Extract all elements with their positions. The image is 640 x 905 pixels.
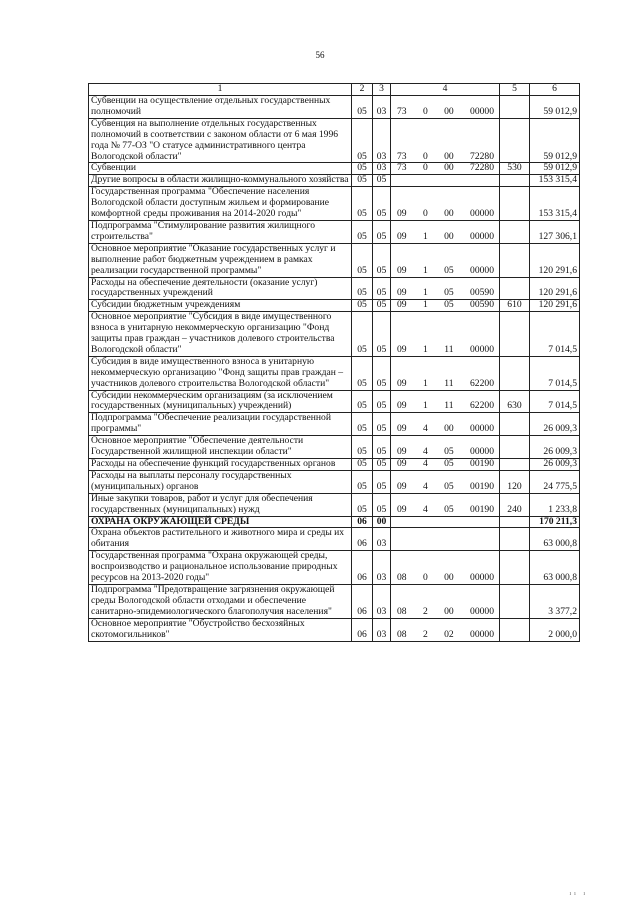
target-code-activity: 00 — [444, 208, 454, 220]
target-code-program: 09 — [397, 208, 407, 220]
target-code-subprogram: 4 — [422, 480, 428, 492]
target-code-activity: 05 — [444, 299, 454, 311]
row-section: 05 — [352, 356, 373, 390]
row-amount: 7 014,5 — [530, 312, 580, 357]
row-subsection: 05 — [373, 243, 391, 277]
row-target-code — [391, 528, 500, 551]
target-code-activity: 00 — [444, 230, 454, 242]
table-row — [89, 356, 580, 390]
row-subsection: 03 — [373, 528, 391, 551]
row-name: Расходы на выплаты персоналу государственных (муниципальных) органов — [89, 470, 352, 493]
row-amount: 63 000,8 — [530, 551, 580, 585]
row-name: Субсидии бюджетным учреждениям — [89, 300, 352, 312]
target-code-subprogram: 2 — [422, 605, 428, 617]
target-code-program: 09 — [397, 264, 407, 276]
target-code-direction: 00000 — [470, 572, 494, 584]
row-name: Подпрограмма "Обеспечение реализации государственной программы" — [89, 413, 352, 436]
row-amount: 59 012,9 — [530, 163, 580, 175]
row-amount: 7 014,5 — [530, 390, 580, 413]
target-code-direction: 00190 — [470, 480, 494, 492]
row-subsection: 05 — [373, 390, 391, 413]
table-row — [89, 618, 580, 641]
row-amount: 63 000,8 — [530, 528, 580, 551]
row-target-code — [391, 459, 500, 471]
table-row — [89, 187, 580, 221]
row-section: 05 — [352, 300, 373, 312]
row-section: 05 — [352, 436, 373, 459]
row-name: Подпрограмма "Предотвращение загрязнения окружающей среды Вологодской области отходами и обеспечение санитарно-эпидемиологического благополучия населения" — [89, 584, 352, 618]
row-section: 05 — [352, 470, 373, 493]
row-amount: 59 012,9 — [530, 118, 580, 163]
row-section: 06 — [352, 618, 373, 641]
target-code-subprogram: 4 — [422, 446, 428, 458]
row-amount: 1 233,8 — [530, 493, 580, 516]
page-number: 56 — [315, 50, 325, 60]
row-section: 05 — [352, 413, 373, 436]
row-subsection: 05 — [373, 220, 391, 243]
row-target-code — [391, 493, 500, 516]
target-code-direction: 00000 — [470, 446, 494, 458]
row-amount: 153 315,4 — [530, 187, 580, 221]
table-row — [89, 470, 580, 493]
target-code-subprogram: 1 — [422, 299, 428, 311]
target-code-direction: 72280 — [470, 150, 494, 162]
target-code-program: 09 — [397, 299, 407, 311]
row-expense-type: 120 — [500, 470, 530, 493]
row-section: 06 — [352, 516, 373, 528]
row-target-code — [391, 618, 500, 641]
row-name: Субвенция на выполнение отдельных государственных полномочий в соответствии с законом области от 6 мая 1996 года № 77-ОЗ "О статусе административного центра Вологодской области" — [89, 118, 352, 163]
row-name: Охрана объектов растительного и животного мира и среды их обитания — [89, 528, 352, 551]
target-code-subprogram: 1 — [422, 287, 428, 299]
row-target-code — [391, 516, 500, 528]
row-subsection: 05 — [373, 493, 391, 516]
table-row — [89, 312, 580, 357]
row-name: ОХРАНА ОКРУЖАЮЩЕЙ СРЕДЫ — [89, 516, 352, 528]
row-target-code — [391, 413, 500, 436]
row-name: Иные закупки товаров, работ и услуг для обеспечения государственных (муниципальных) нужд — [89, 493, 352, 516]
row-target-code — [391, 175, 500, 187]
row-subsection: 03 — [373, 618, 391, 641]
row-target-code — [391, 436, 500, 459]
table-row — [89, 118, 580, 163]
target-code-program: 09 — [397, 343, 407, 355]
target-code-subprogram: 0 — [422, 105, 428, 117]
table-row — [89, 96, 580, 119]
row-expense-type — [500, 436, 530, 459]
row-target-code — [391, 312, 500, 357]
table-row — [89, 584, 580, 618]
table-row — [89, 175, 580, 187]
target-code-program: 09 — [397, 503, 407, 515]
target-code-direction: 00590 — [470, 287, 494, 299]
target-code-activity: 05 — [444, 480, 454, 492]
row-expense-type — [500, 516, 530, 528]
target-code-subprogram: 0 — [422, 150, 428, 162]
row-expense-type — [500, 243, 530, 277]
row-section: 06 — [352, 584, 373, 618]
row-expense-type: 530 — [500, 163, 530, 175]
row-subsection: 03 — [373, 118, 391, 163]
target-code-activity: 11 — [444, 343, 454, 355]
corner-mark: ıı ı — [569, 891, 588, 897]
target-code-activity: 05 — [444, 264, 454, 276]
row-name: Основное мероприятие "Обеспечение деятельности Государственной жилищной инспекции области" — [89, 436, 352, 459]
row-target-code — [391, 390, 500, 413]
row-section: 05 — [352, 96, 373, 119]
target-code-direction: 00000 — [470, 628, 494, 640]
row-amount: 26 009,3 — [530, 413, 580, 436]
row-amount: 26 009,3 — [530, 436, 580, 459]
target-code-program: 09 — [397, 446, 407, 458]
row-expense-type — [500, 459, 530, 471]
row-section: 05 — [352, 163, 373, 175]
target-code-activity: 00 — [444, 162, 454, 174]
row-name: Субсидии некоммерческим организациям (за исключением государственных (муниципальных) учреждений) — [89, 390, 352, 413]
row-section: 05 — [352, 277, 373, 300]
target-code-activity: 11 — [444, 377, 454, 389]
row-expense-type — [500, 551, 530, 585]
target-code-program: 73 — [397, 150, 407, 162]
row-expense-type — [500, 312, 530, 357]
row-amount: 170 211,3 — [530, 516, 580, 528]
target-code-subprogram: 0 — [422, 572, 428, 584]
target-code-subprogram: 2 — [422, 628, 428, 640]
table-row — [89, 459, 580, 471]
row-target-code — [391, 551, 500, 585]
table-row — [89, 300, 580, 312]
row-amount: 120 291,6 — [530, 300, 580, 312]
row-amount: 24 775,5 — [530, 470, 580, 493]
row-name: Расходы на обеспечение функций государственных органов — [89, 459, 352, 471]
target-code-program: 09 — [397, 400, 407, 412]
row-expense-type: 240 — [500, 493, 530, 516]
row-name: Государственная программа "Охрана окружающей среды, воспроизводство и рациональное использование природных ресурсов на 2013-2020 годы" — [89, 551, 352, 585]
row-expense-type — [500, 618, 530, 641]
row-amount: 26 009,3 — [530, 459, 580, 471]
target-code-activity: 11 — [444, 400, 454, 412]
row-section: 05 — [352, 390, 373, 413]
target-code-direction: 00000 — [470, 208, 494, 220]
target-code-direction: 62200 — [470, 400, 494, 412]
target-code-subprogram: 1 — [422, 230, 428, 242]
row-subsection: 05 — [373, 312, 391, 357]
row-target-code — [391, 300, 500, 312]
row-amount: 120 291,6 — [530, 243, 580, 277]
row-name: Расходы на обеспечение деятельности (оказание услуг) государственных учреждений — [89, 277, 352, 300]
table-row — [89, 493, 580, 516]
row-section: 05 — [352, 312, 373, 357]
row-name: Государственная программа "Обеспечение населения Вологодской области доступным жильем и формирование комфортной среды проживания на 2014-2020 годы" — [89, 187, 352, 221]
target-code-subprogram: 1 — [423, 377, 428, 389]
row-target-code — [391, 163, 500, 175]
row-subsection: 00 — [373, 516, 391, 528]
target-code-direction: 00000 — [470, 105, 494, 117]
row-subsection: 03 — [373, 551, 391, 585]
row-subsection: 05 — [373, 356, 391, 390]
row-name: Субсидия в виде имущественного взноса в унитарную некоммерческую организацию "Фонд защиты прав граждан – участников долевого строительства Вологодской области" — [89, 356, 352, 390]
table-header-row — [89, 84, 580, 96]
row-target-code — [391, 243, 500, 277]
target-code-subprogram: 1 — [422, 264, 428, 276]
target-code-activity: 00 — [444, 150, 454, 162]
row-section: 05 — [352, 187, 373, 221]
row-target-code — [391, 118, 500, 163]
row-subsection: 03 — [373, 96, 391, 119]
row-expense-type — [500, 528, 530, 551]
budget-table — [88, 83, 580, 642]
target-code-activity: 05 — [444, 458, 454, 469]
row-expense-type — [500, 175, 530, 187]
target-code-program: 08 — [397, 628, 407, 640]
table-row — [89, 163, 580, 175]
target-code-activity: 05 — [444, 503, 454, 515]
row-subsection: 05 — [373, 459, 391, 471]
row-section: 05 — [352, 493, 373, 516]
row-name: Субвенции — [89, 163, 352, 175]
target-code-program: 09 — [397, 458, 407, 469]
row-amount: 2 000,0 — [530, 618, 580, 641]
row-subsection: 05 — [373, 436, 391, 459]
row-expense-type — [500, 96, 530, 119]
row-expense-type — [500, 356, 530, 390]
target-code-activity: 05 — [444, 446, 454, 458]
target-code-subprogram: 1 — [423, 343, 428, 355]
target-code-activity: 00 — [444, 572, 454, 584]
target-code-direction: 00000 — [470, 230, 494, 242]
row-subsection: 03 — [373, 163, 391, 175]
row-subsection: 05 — [373, 300, 391, 312]
header-col-5: 5 — [500, 84, 530, 96]
row-name: Другие вопросы в области жилищно-коммунального хозяйства — [89, 175, 352, 187]
target-code-activity: 00 — [444, 605, 454, 617]
target-code-program: 09 — [397, 230, 407, 242]
target-code-activity: 00 — [444, 423, 454, 435]
target-code-activity: 05 — [444, 287, 454, 299]
row-subsection: 05 — [373, 175, 391, 187]
target-code-direction: 00000 — [470, 264, 494, 276]
target-code-activity: 00 — [444, 105, 454, 117]
table-row — [89, 243, 580, 277]
target-code-direction: 00000 — [470, 343, 494, 355]
row-amount: 59 012,9 — [530, 96, 580, 119]
target-code-direction: 00000 — [470, 423, 494, 435]
target-code-direction: 72280 — [470, 162, 494, 174]
row-section: 06 — [352, 528, 373, 551]
row-section: 05 — [352, 220, 373, 243]
target-code-program: 73 — [397, 105, 407, 117]
row-expense-type — [500, 277, 530, 300]
row-subsection: 03 — [373, 584, 391, 618]
row-subsection: 05 — [373, 413, 391, 436]
target-code-direction: 00190 — [470, 458, 494, 469]
target-code-program: 09 — [397, 480, 407, 492]
target-code-subprogram: 1 — [423, 400, 428, 412]
row-target-code — [391, 277, 500, 300]
row-section: 05 — [352, 243, 373, 277]
target-code-program: 08 — [397, 605, 407, 617]
row-expense-type: 630 — [500, 390, 530, 413]
row-expense-type — [500, 413, 530, 436]
row-target-code — [391, 96, 500, 119]
target-code-program: 09 — [397, 287, 407, 299]
header-col-6: 6 — [530, 84, 580, 96]
row-target-code — [391, 470, 500, 493]
target-code-subprogram: 4 — [422, 423, 428, 435]
row-target-code — [391, 187, 500, 221]
row-amount: 3 377,2 — [530, 584, 580, 618]
table-row — [89, 516, 580, 528]
table-row — [89, 551, 580, 585]
target-code-subprogram: 0 — [422, 162, 428, 174]
row-amount: 127 306,1 — [530, 220, 580, 243]
row-subsection: 05 — [373, 277, 391, 300]
target-code-activity: 02 — [444, 628, 454, 640]
row-name: Субвенции на осуществление отдельных государственных полномочий — [89, 96, 352, 119]
table-row — [89, 436, 580, 459]
target-code-direction: 00000 — [470, 605, 494, 617]
row-name: Основное мероприятие "Субсидия в виде имущественного взноса в унитарную некоммерческую организацию "Фонд защиты прав граждан – участников долевого строительства Вологодской области" — [89, 312, 352, 357]
header-col-2: 2 — [352, 84, 373, 96]
row-section: 06 — [352, 551, 373, 585]
target-code-program: 08 — [397, 572, 407, 584]
target-code-subprogram: 4 — [422, 458, 428, 469]
row-expense-type — [500, 220, 530, 243]
target-code-direction: 62200 — [470, 377, 494, 389]
target-code-program: 73 — [397, 162, 407, 174]
row-section: 05 — [352, 175, 373, 187]
table-row — [89, 277, 580, 300]
row-amount: 120 291,6 — [530, 277, 580, 300]
target-code-program: 09 — [397, 377, 407, 389]
row-amount: 153 315,4 — [530, 175, 580, 187]
row-expense-type — [500, 118, 530, 163]
table-row — [89, 413, 580, 436]
row-section: 05 — [352, 459, 373, 471]
row-subsection: 05 — [373, 470, 391, 493]
header-col-3: 3 — [373, 84, 391, 96]
row-name: Основное мероприятие "Оказание государственных услуг и выполнение работ бюджетным учреждением в рамках реализации государственной программы" — [89, 243, 352, 277]
row-expense-type — [500, 584, 530, 618]
row-target-code — [391, 356, 500, 390]
row-name: Подпрограмма "Стимулирование развития жилищного строительства" — [89, 220, 352, 243]
target-code-subprogram: 0 — [422, 208, 428, 220]
row-name: Основное мероприятие "Обустройство бесхозяйных скотомогильников" — [89, 618, 352, 641]
table-row — [89, 390, 580, 413]
target-code-direction: 00190 — [470, 503, 494, 515]
target-code-program: 09 — [397, 423, 407, 435]
table-row — [89, 528, 580, 551]
target-code-direction: 00590 — [470, 299, 494, 311]
table-row — [89, 220, 580, 243]
row-amount: 7 014,5 — [530, 356, 580, 390]
header-col-1: 1 — [89, 84, 352, 96]
header-col-4: 4 — [391, 84, 500, 96]
row-subsection: 05 — [373, 187, 391, 221]
row-target-code — [391, 220, 500, 243]
target-code-subprogram: 4 — [422, 503, 428, 515]
row-section: 05 — [352, 118, 373, 163]
row-expense-type — [500, 187, 530, 221]
row-target-code — [391, 584, 500, 618]
row-expense-type: 610 — [500, 300, 530, 312]
